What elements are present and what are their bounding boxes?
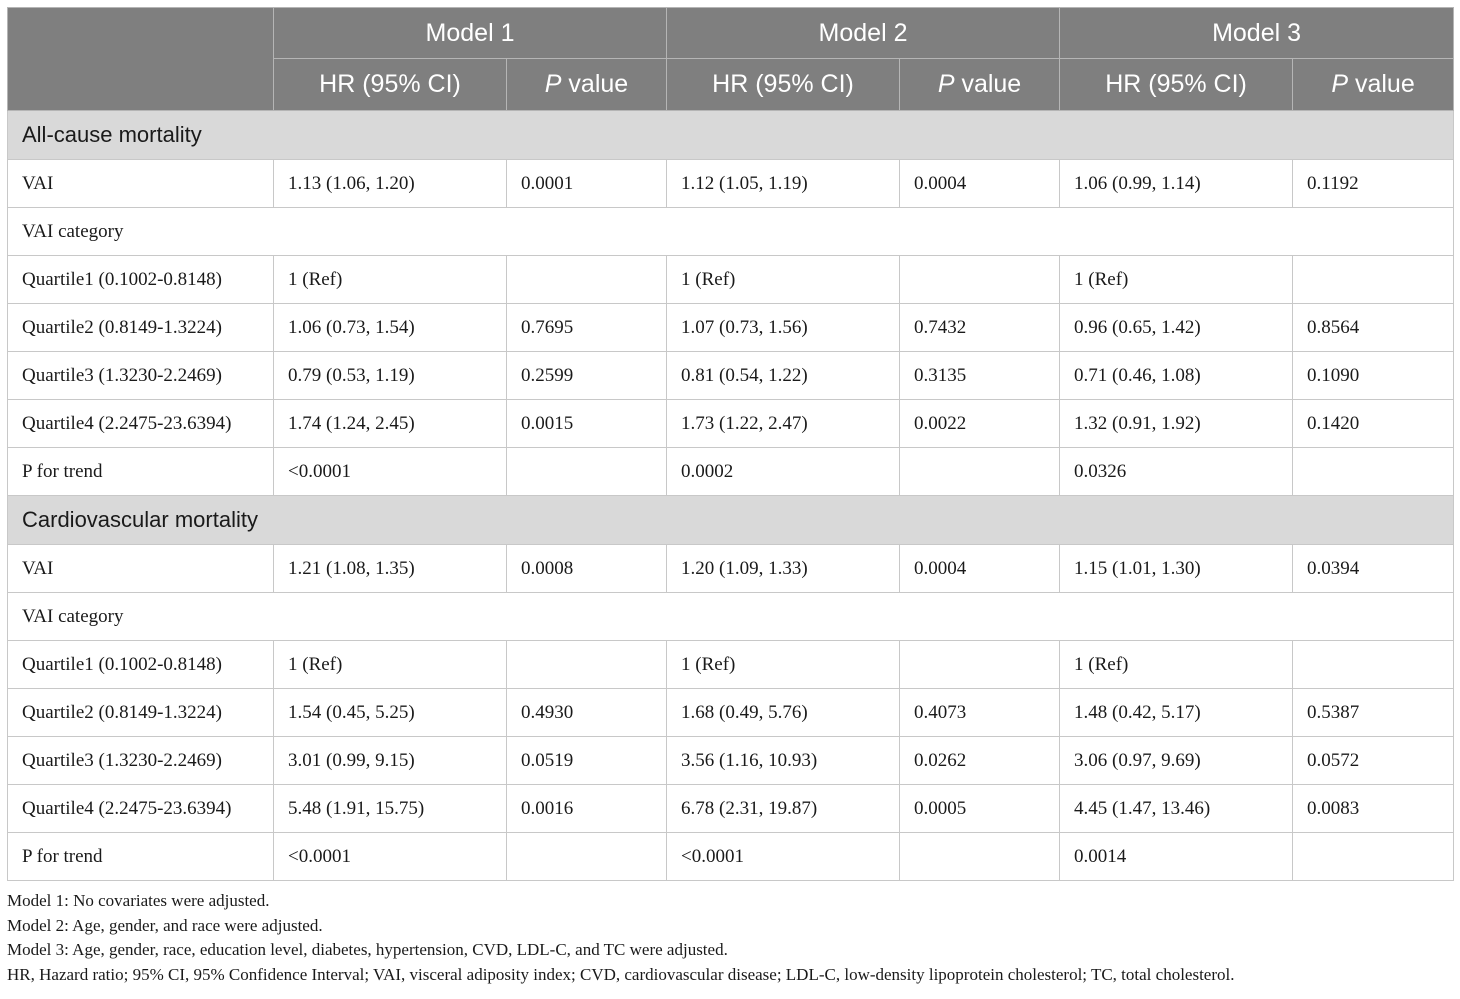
hr-ci-cell: 0.0014 [1060,833,1293,881]
table-row [8,593,1454,641]
hr-ci-cell: 0.79 (0.53, 1.19) [274,352,507,400]
table-row [8,641,1454,689]
p-value-suffix: value [561,70,629,98]
p-value-cell: 0.0001 [507,160,667,208]
hr-ci-cell: 0.0326 [1060,448,1293,496]
table-body [8,111,1454,881]
row-label: Quartile2 (0.8149-1.3224) [8,689,274,737]
footnote: Model 3: Age, gender, race, education level, diabetes, hypertension, CVD, LDL-C, and TC were adjusted. [7,940,728,959]
hr-ci-cell: 1 (Ref) [667,641,900,689]
footnote: Model 2: Age, gender, and race were adjusted. [7,915,323,935]
header-p-value [900,59,1060,111]
hr-ci-cell: 1.73 (1.22, 2.47) [667,400,900,448]
p-value-cell [900,641,1060,689]
header-hr-ci: HR (95% CI) [1060,59,1293,111]
hr-ci-cell: 1.15 (1.01, 1.30) [1060,545,1293,593]
p-value-cell: 0.0008 [507,545,667,593]
table-row [8,737,1454,785]
p-value-cell: 0.1192 [1293,160,1454,208]
header-p-value [1293,59,1454,111]
p-italic-letter: P [1331,70,1349,98]
hr-ci-cell: 1.32 (0.91, 1.92) [1060,400,1293,448]
p-value-cell [900,448,1060,496]
footnote: Model 1: No covariates were adjusted. [7,891,270,910]
hr-ci-cell: 1 (Ref) [1060,641,1293,689]
row-label: Quartile4 (2.2475-23.6394) [8,400,274,448]
hr-ci-cell: 4.45 (1.47, 13.46) [1060,785,1293,833]
p-value-cell [507,833,667,881]
header-p-value [507,59,667,111]
p-value-cell: 0.0016 [507,785,667,833]
p-value-cell: 0.7695 [507,304,667,352]
hr-ci-cell: 1.54 (0.45, 5.25) [274,689,507,737]
header-model-3: Model 3 [1060,8,1454,59]
hr-ci-cell: 1 (Ref) [274,641,507,689]
p-value-cell [507,641,667,689]
p-value-cell: 0.1420 [1293,400,1454,448]
table-row [8,352,1454,400]
p-value-cell: 0.1090 [1293,352,1454,400]
p-value-cell [1293,641,1454,689]
p-value-cell: 0.3135 [900,352,1060,400]
table-row [8,448,1454,496]
row-label: VAI [8,545,274,593]
row-label: Quartile1 (0.1002-0.8148) [8,641,274,689]
hr-ci-cell: 1.68 (0.49, 5.76) [667,689,900,737]
table-row [8,208,1454,256]
hr-ci-cell: 1.06 (0.73, 1.54) [274,304,507,352]
p-value-suffix: value [954,70,1022,98]
section-header-row [8,111,1454,160]
section-title: Cardiovascular mortality [8,496,1454,545]
hr-ci-cell: 6.78 (2.31, 19.87) [667,785,900,833]
hr-ci-cell: 1.21 (1.08, 1.35) [274,545,507,593]
hr-ci-cell: 1.74 (1.24, 2.45) [274,400,507,448]
header-hr-ci: HR (95% CI) [667,59,900,111]
header-corner-cell [8,8,274,111]
p-value-cell: 0.5387 [1293,689,1454,737]
table-row [8,160,1454,208]
hr-ci-cell: 3.56 (1.16, 10.93) [667,737,900,785]
p-italic-letter: P [544,70,562,98]
p-value-cell: 0.0519 [507,737,667,785]
hr-ci-cell: 1.06 (0.99, 1.14) [1060,160,1293,208]
hr-ci-cell: 1 (Ref) [274,256,507,304]
hr-ci-cell: <0.0001 [274,833,507,881]
table-header [8,8,1454,111]
p-value-cell: 0.0004 [900,545,1060,593]
hr-ci-cell: 0.71 (0.46, 1.08) [1060,352,1293,400]
table-row [8,833,1454,881]
p-italic-letter: P [937,70,955,98]
hr-ci-cell: 1 (Ref) [667,256,900,304]
hr-ci-cell: 1.20 (1.09, 1.33) [667,545,900,593]
hr-ci-cell: <0.0001 [667,833,900,881]
p-value-cell [900,833,1060,881]
hr-ci-cell: 0.81 (0.54, 1.22) [667,352,900,400]
p-value-cell [507,448,667,496]
section-title: All-cause mortality [8,111,1454,160]
header-hr-ci: HR (95% CI) [274,59,507,111]
p-value-cell: 0.0022 [900,400,1060,448]
row-label: P for trend [8,448,274,496]
row-label: VAI category [8,593,1454,641]
header-model-2: Model 2 [667,8,1060,59]
p-value-cell [507,256,667,304]
row-label: P for trend [8,833,274,881]
row-label: Quartile3 (1.3230-2.2469) [8,737,274,785]
p-value-cell: 0.0005 [900,785,1060,833]
results-table-container [7,7,1453,987]
hr-ci-cell: 3.06 (0.97, 9.69) [1060,737,1293,785]
p-value-cell: 0.8564 [1293,304,1454,352]
row-label: Quartile2 (0.8149-1.3224) [8,304,274,352]
table-row [8,785,1454,833]
p-value-cell [1293,833,1454,881]
hr-ci-cell: 1.07 (0.73, 1.56) [667,304,900,352]
table-row [8,689,1454,737]
table-row [8,256,1454,304]
p-value-cell: 0.0004 [900,160,1060,208]
header-model-1: Model 1 [274,8,667,59]
hr-ci-cell: 1.13 (1.06, 1.20) [274,160,507,208]
p-value-cell [1293,448,1454,496]
hr-ci-cell: 0.0002 [667,448,900,496]
section-header-row [8,496,1454,545]
row-label: VAI [8,160,274,208]
row-label: VAI category [8,208,1454,256]
hr-ci-cell: 5.48 (1.91, 15.75) [274,785,507,833]
p-value-cell: 0.0015 [507,400,667,448]
p-value-cell: 0.4073 [900,689,1060,737]
p-value-cell: 0.4930 [507,689,667,737]
p-value-cell [1293,256,1454,304]
p-value-cell: 0.0262 [900,737,1060,785]
table-row [8,304,1454,352]
row-label: Quartile1 (0.1002-0.8148) [8,256,274,304]
p-value-cell: 0.0572 [1293,737,1454,785]
table-row [8,545,1454,593]
row-label: Quartile4 (2.2475-23.6394) [8,785,274,833]
table-row [8,400,1454,448]
p-value-cell: 0.0394 [1293,545,1454,593]
p-value-cell [900,256,1060,304]
hr-ci-cell: 3.01 (0.99, 9.15) [274,737,507,785]
row-label: Quartile3 (1.3230-2.2469) [8,352,274,400]
p-value-cell: 0.2599 [507,352,667,400]
p-value-cell: 0.0083 [1293,785,1454,833]
p-value-cell: 0.7432 [900,304,1060,352]
hr-ci-cell: 1.48 (0.42, 5.17) [1060,689,1293,737]
hr-ci-cell: <0.0001 [274,448,507,496]
footnote: HR, Hazard ratio; 95% CI, 95% Confidence Interval; VAI, visceral adiposity index; CVD, cardiovascular disease; LDL-C, low-density lipoprotein cholesterol; TC, total cholesterol. [7,964,1235,984]
hazard-ratio-table [7,7,1454,881]
table-footnotes [7,889,1453,987]
hr-ci-cell: 1 (Ref) [1060,256,1293,304]
p-value-suffix: value [1348,70,1415,98]
hr-ci-cell: 1.12 (1.05, 1.19) [667,160,900,208]
hr-ci-cell: 0.96 (0.65, 1.42) [1060,304,1293,352]
